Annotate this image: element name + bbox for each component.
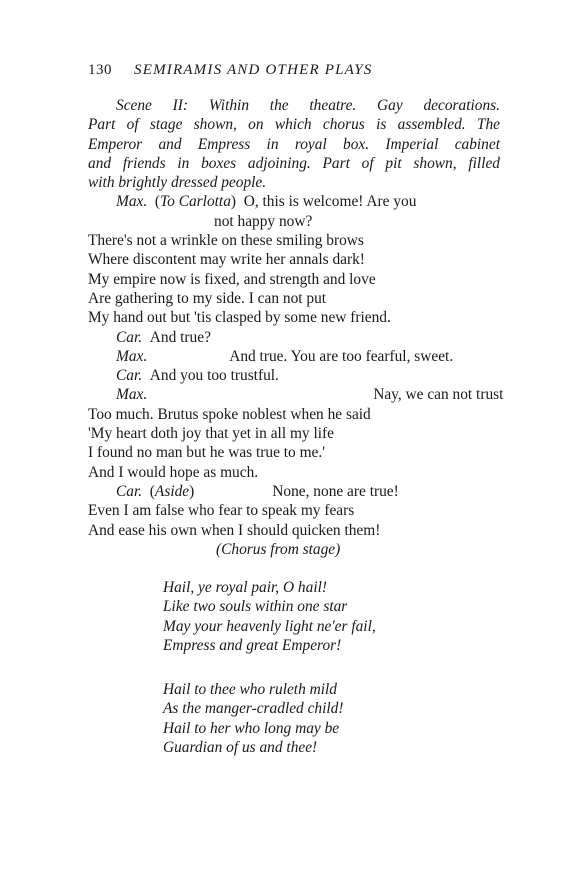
speaker-name: Max. [116,386,148,404]
chorus-line: Like two souls within one star [163,598,348,616]
running-title: SEMIRAMIS AND OTHER PLAYS [134,62,373,78]
dialogue-text: And true? [149,328,211,346]
stage-direction-line: Emperor and Empress in royal box. Imperial cabinet [88,135,500,153]
verse-line: My empire now is fixed, and strength and love [88,270,376,288]
chorus-line: As the manger-cradled child! [163,700,344,718]
dialogue-line [88,328,500,347]
dialogue-continuation: not happy now? [214,212,313,230]
dialogue-line: Car. (Aside) None, none are true! [116,482,399,500]
chorus-line: Hail, ye royal pair, O hail! [163,579,328,596]
chorus-stanza-2 [163,680,344,757]
verse-line: Where discontent may write her annals dark! [88,251,365,269]
dialogue-line [88,366,500,385]
verse-line: And I would hope as much. [88,463,259,481]
chorus-line: Hail to her who long may be [163,719,340,737]
chorus-line: May your heavenly light ne'er fail, [163,617,376,635]
page-number: 130 [88,62,112,78]
verse-line: 'My heart doth joy that yet in all my life [88,425,334,443]
stage-direction-line: with brightly dressed people. [88,174,267,192]
dialogue-text: And true. You are too fearful, sweet. [229,347,454,365]
chorus-stanza-1 [163,578,376,655]
chorus-direction: (Chorus from stage) [216,540,341,558]
dialogue-line [88,347,500,366]
dialogue-line: Max. (To Carlotta) O, this is welcome! Are you [116,193,417,211]
speaker-name: Car. [116,482,143,500]
verse-line: There's not a wrinkle on these smiling brows [88,232,364,250]
dialogue-text: O, this is welcome! Are you [243,193,417,211]
chorus-line: Guardian of us and thee! [163,738,318,756]
speaker-name: Car. [116,367,143,385]
stage-aside: Aside [154,482,190,500]
dialogue-text: Nay, we can not trust [373,386,504,404]
stage-direction-line: Part of stage shown, on which chorus is assembled. The [88,116,500,134]
dialogue-text: None, none are true! [272,482,399,500]
dialogue-line [88,385,504,404]
speaker-name: Max. [116,193,148,211]
chorus-line: Hail to thee who ruleth mild [163,681,337,698]
chorus-line: Empress and great Emperor! [163,636,342,654]
verse-line: My hand out but 'tis clasped by some new friend. [88,309,391,327]
verse-line: And ease his own when I should quicken them! [88,521,381,539]
dialogue-text: And you too trustful. [149,367,279,385]
page-header [88,62,372,79]
speaker-name: Car. [116,328,143,346]
stage-direction-line: Scene II: Within the theatre. Gay decorations. [116,97,500,114]
verse-line: Too much. Brutus spoke noblest when he said [88,405,371,423]
stage-direction-line: and friends in boxes adjoining. Part of pit shown, filled [88,154,500,172]
speaker-name: Max. [116,347,148,365]
verse-line: Are gathering to my side. I can not put [88,289,327,307]
page-body [88,96,504,559]
verse-line: Even I am false who fear to speak my fears [88,502,355,520]
stage-aside: To Carlotta [160,193,231,211]
verse-line: I found no man but he was true to me.' [88,444,325,462]
